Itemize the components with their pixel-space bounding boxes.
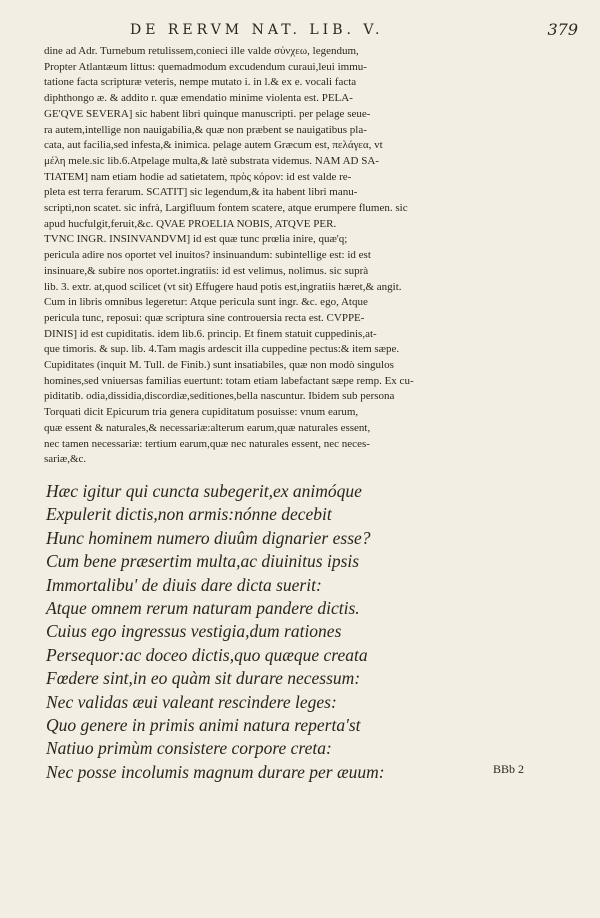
commentary-line: quæ essent & naturales,& necessariæ:alterum earum,quæ naturales essent,: [44, 421, 371, 434]
verse-line: Nec posse incolumis magnum durare per æuum:: [46, 761, 385, 782]
verse-line: Quo genere in primis animi natura reperta'st: [46, 714, 361, 735]
commentary-line: pleta est terra ferarum. SCATIT] sic legendum,& ita habent libri manu-: [44, 186, 358, 199]
commentary-text: [44, 44, 566, 468]
commentary-line: nec tamen necessariæ: tertium earum,quæ nec naturales essent, nec neces-: [44, 437, 370, 450]
commentary-line: sariæ,&c.: [44, 453, 87, 466]
verse-line: Atque omnem rerum naturam pandere dictis.: [46, 597, 360, 618]
commentary-line: dine ad Adr. Turnebum retulissem,conieci ille valde σύνχεω, legendum,: [44, 45, 359, 57]
commentary-line: TVNC INGR. INSINVANDVM] id est quæ tunc prœlia inire, quæ'q;: [44, 233, 348, 246]
commentary-line: homines,sed vniuersas familias euertunt: totam etiam labefactant sæpe remp. Ex cu-: [44, 374, 414, 387]
commentary-line: tatione facta scripturæ veteris, nempe mutato i. in l.& ex e. vocali facta: [44, 76, 357, 89]
commentary-line: GE'QVE SEVERA] sic habent libri quinque manuscripti. per pelage seue-: [44, 107, 371, 120]
verse-line: Hunc hominem numero diuûm dignarier esse?: [46, 527, 371, 548]
commentary-line: μέλη mele.sic lib.6.Atpelage multa,& latè substrata videmus. NAM AD SA-: [44, 154, 379, 167]
commentary-line: DINIS] id est cupiditatis. idem lib.6. princip. Et finem statuit cuppedinis,at-: [44, 327, 377, 340]
commentary-line: pericula adire nos oportet vel inuitos? insinuandum: subintellige est: id est: [44, 249, 371, 262]
verse-line: Immortalibu' de diuis dare dicta suerit:: [46, 574, 322, 595]
commentary-line: insinuare,& subire nos oportet.ingratiis: id est velimus, nolimus. sic suprà: [44, 264, 369, 277]
commentary-line: TIATEM] nam etiam hodie ad satietatem, πρὸς κόρον: id est valde re-: [44, 170, 352, 183]
verse-line: Cuius ego ingressus vestigia,dum rationes: [46, 621, 342, 642]
running-head: DE RERVM NAT. LIB. V.: [130, 22, 384, 38]
commentary-line: cata, aut facilia,sed infesta,& inimica. pelage autem Græcum est, πελάγεα, vt: [44, 139, 383, 152]
verse-line: Natiuo primùm consistere corpore creta:: [46, 738, 332, 759]
verse-line: Cum bene præsertim multa,ac diuinitus ipsis: [46, 551, 360, 572]
commentary-line: que timoris. & sup. lib. 4.Tam magis ardescit illa cuppedine pectus:& item sæpe.: [44, 343, 400, 356]
commentary-line: pericula tunc, reposui: quæ scriptura sine controuersia recta est. CVPPE-: [44, 311, 365, 324]
verse-block: [46, 480, 566, 784]
verse-line: Expulerit dictis,non armis:nónne decebit: [46, 504, 332, 525]
commentary-line: lib. 3. extr. at,quod scilicet (vt sit) Effugere haud potis est,ingratiis hæret,& angit.: [44, 280, 402, 293]
commentary-line: ra autem,intellige non nauigabilia,& quæ non præbent se nauigatibus pla-: [44, 123, 367, 136]
page-number: 379: [547, 20, 578, 39]
commentary-line: piditatib. odia,dissidia,discordiæ,seditiones,bella nascuntur. Ibidem sub persona: [44, 390, 395, 403]
commentary-line: Cum in libris omnibus legeretur: Atque pericula sunt ingr. &c. ego, Atque: [44, 296, 368, 309]
commentary-line: scripti,non scatet. sic infrà, Largifluum fontem scatere, atque erumpere flumen. sic: [44, 202, 408, 215]
verse-line: Persequor:ac doceo dictis,quo quæque creata: [46, 644, 368, 665]
commentary-line: Propter Atlantæum littus: quemadmodum excudendum curaui,leui immu-: [44, 60, 367, 73]
commentary-line: apud hucfulgit,feruit,&c. QVAE PROELIA NOBIS, ATQVE PER.: [44, 217, 337, 230]
commentary-line: diphthongo æ. & addito r. quæ emendatio minime violenta est. PELA-: [44, 92, 353, 105]
page-header: [130, 22, 590, 44]
verse-line: Hæc igitur qui cuncta subegerit,ex animóque: [46, 481, 362, 501]
signature-mark: BBb 2: [492, 762, 524, 776]
commentary-line: Cupiditates (inquit M. Tull. de Finib.) sunt insatiabiles, quæ non modò singulos: [44, 359, 394, 372]
commentary-line: Torquati dicit Epicurum tria genera cupiditatum posuisse: vnum earum,: [44, 406, 359, 419]
verse-line: Nec validas æui valeant rescindere leges:: [46, 691, 337, 712]
verse-line: Fœdere sint,in eo quàm sit durare necessum:: [46, 668, 361, 689]
